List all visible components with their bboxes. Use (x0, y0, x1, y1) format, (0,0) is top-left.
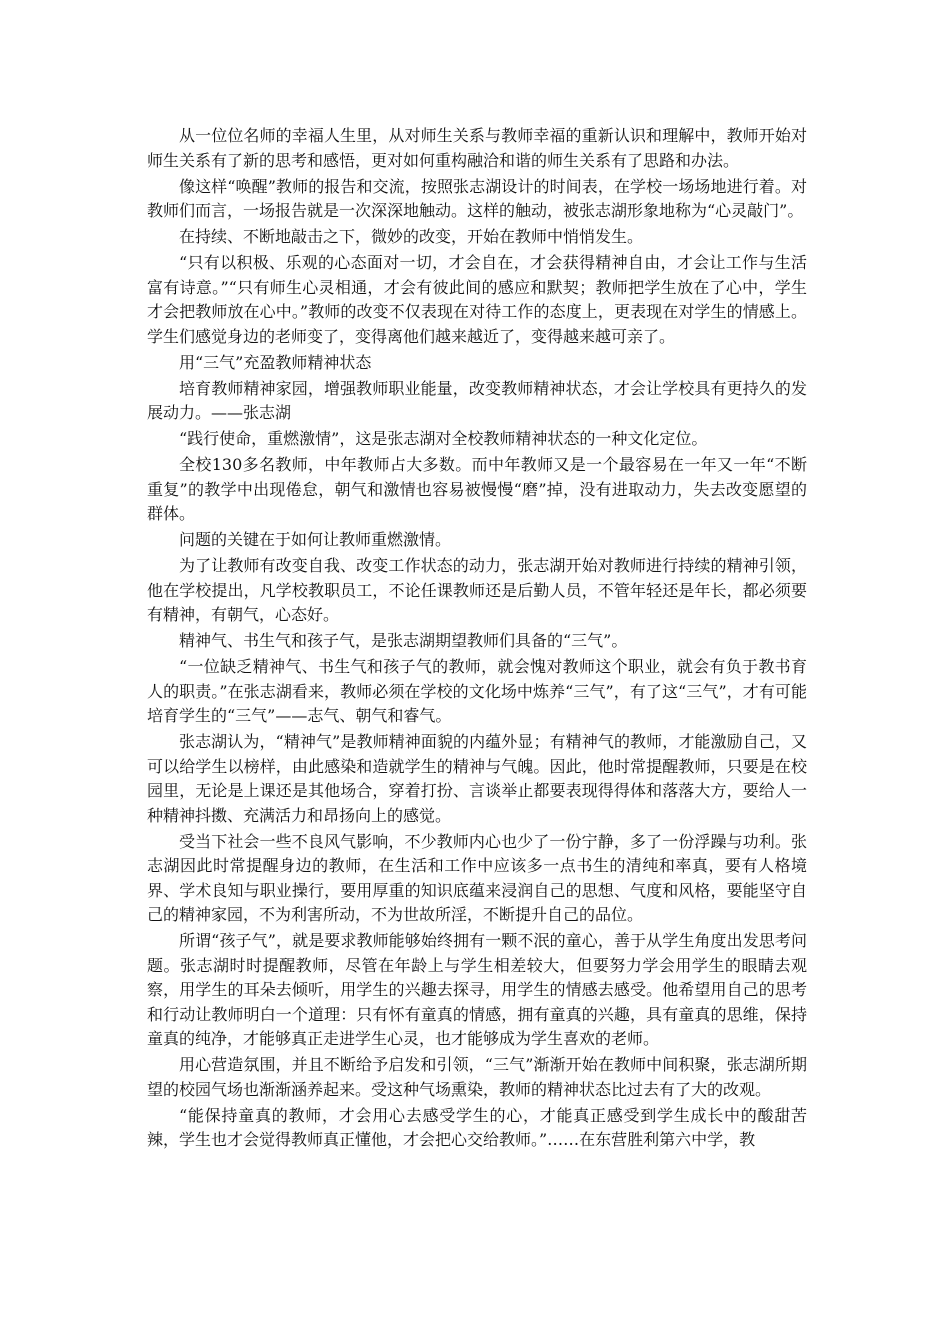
paragraph: 问题的关键在于如何让教师重燃激情。 (179, 530, 452, 549)
paragraph: 精神气、书生气和孩子气，是张志湖期望教师们具备的“三气”。 (179, 631, 628, 650)
paragraph: 像这样“唤醒”教师的报告和交流，按照张志湖设计的时间表，在学校一场场地进行着。对教师们而言，一场报告就是一次深深地触动。这样的触动，被张志湖形象地称为“心灵敲门”。 (147, 176, 807, 220)
paragraph: “一位缺乏精神气、书生气和孩子气的教师，就会愧对教师这个职业，就会有负于教书育人的职责。”在张志湖看来，教师必须在学校的文化场中炼养“三气”，有了这“三气”，才有可能培育学生的“三气”——志气、朝气和睿气。 (147, 657, 807, 725)
article-body (147, 124, 807, 1154)
paragraph: “能保持童真的教师，才会用心去感受学生的心，才能真正感受到学生成长中的酸甜苦辣，学生也才会觉得教师真正懂他，才会把心交给教师。”……在东营胜利第六中学，教 (147, 1105, 807, 1149)
paragraph: “只有以积极、乐观的心态面对一切，才会自在，才会获得精神自由，才会让工作与生活富有诗意。”“只有师生心灵相通，才会有彼此间的感应和默契；教师把学生放在了心中，学生才会把教师放在心中。”教师的改变不仅表现在对待工作的态度上，更表现在对学生的情感上。学生们感觉身边的老师变了，变得离他们越来越近了，变得越来越可亲了。 (147, 253, 807, 346)
paragraph: 全校130多名教师，中年教师占大多数。而中年教师又是一个最容易在一年又一年“不断重复”的教学中出现倦怠，朝气和激情也容易被慢慢“磨”掉，没有进取动力，失去改变愿望的群体。 (147, 455, 807, 523)
paragraph: 培育教师精神家园，增强教师职业能量，改变教师精神状态，才会让学校具有更持久的发展动力。——张志湖 (147, 378, 807, 422)
paragraph: 所谓“孩子气”，就是要求教师能够始终拥有一颗不泯的童心，善于从学生角度出发思考问题。张志湖时时提醒教师，尽管在年龄上与学生相差较大，但要努力学会用学生的眼睛去观察，用学生的耳朵去倾听，用学生的兴趣去探寻，用学生的情感去感受。他希望用自己的思考和行动让教师明白一个道理：只有怀有童真的情感，拥有童真的兴趣，具有童真的思维，保持童真的纯净，才能够真正走进学生心灵，也才能够成为学生喜欢的老师。 (147, 931, 807, 1048)
section-heading: 用“三气”充盈教师精神状态 (179, 352, 372, 372)
paragraph: 用心营造氛围，并且不断给予启发和引领，“三气”渐渐开始在教师中间积聚，张志湖所期望的校园气场也渐渐涵养起来。受这种气场熏染，教师的精神状态比过去有了大的改观。 (147, 1055, 807, 1099)
paragraph: 在持续、不断地敲击之下，微妙的改变，开始在教师中悄悄发生。 (179, 227, 644, 246)
paragraph: “践行使命，重燃激情”，这是张志湖对全校教师精神状态的一种文化定位。 (179, 429, 708, 448)
paragraph: 张志湖认为，“精神气”是教师精神面貌的内蕴外显；有精神气的教师，才能激励自己，又可以给学生以榜样，由此感染和造就学生的精神与气魄。因此，他时常提醒教师，只要是在校园里，无论是上课还是其他场合，穿着打扮、言谈举止都要表现得得体和落落大方，要给人一种精神抖擞、充满活力和昂扬向上的感觉。 (147, 732, 807, 825)
paragraph: 从一位位名师的幸福人生里，从对师生关系与教师幸福的重新认识和理解中，教师开始对师生关系有了新的思考和感悟，更对如何重构融洽和谐的师生关系有了思路和办法。 (147, 126, 807, 170)
paragraph: 为了让教师有改变自我、改变工作状态的动力，张志湖开始对教师进行持续的精神引领，他在学校提出，凡学校教职员工，不论任课教师还是后勤人员，不管年轻还是年长，都必须要有精神，有朝气，心态好。 (147, 556, 807, 624)
paragraph: 受当下社会一些不良风气影响，不少教师内心也少了一份宁静，多了一份浮躁与功利。张志湖因此时常提醒身边的教师，在生活和工作中应该多一点书生的清纯和率真，要有人格境界、学术良知与职业操行，要用厚重的知识底蕴来浸润自己的思想、气度和风格，要能坚守自己的精神家园，不为利害所动，不为世故所淫，不断提升自己的品位。 (147, 831, 807, 924)
